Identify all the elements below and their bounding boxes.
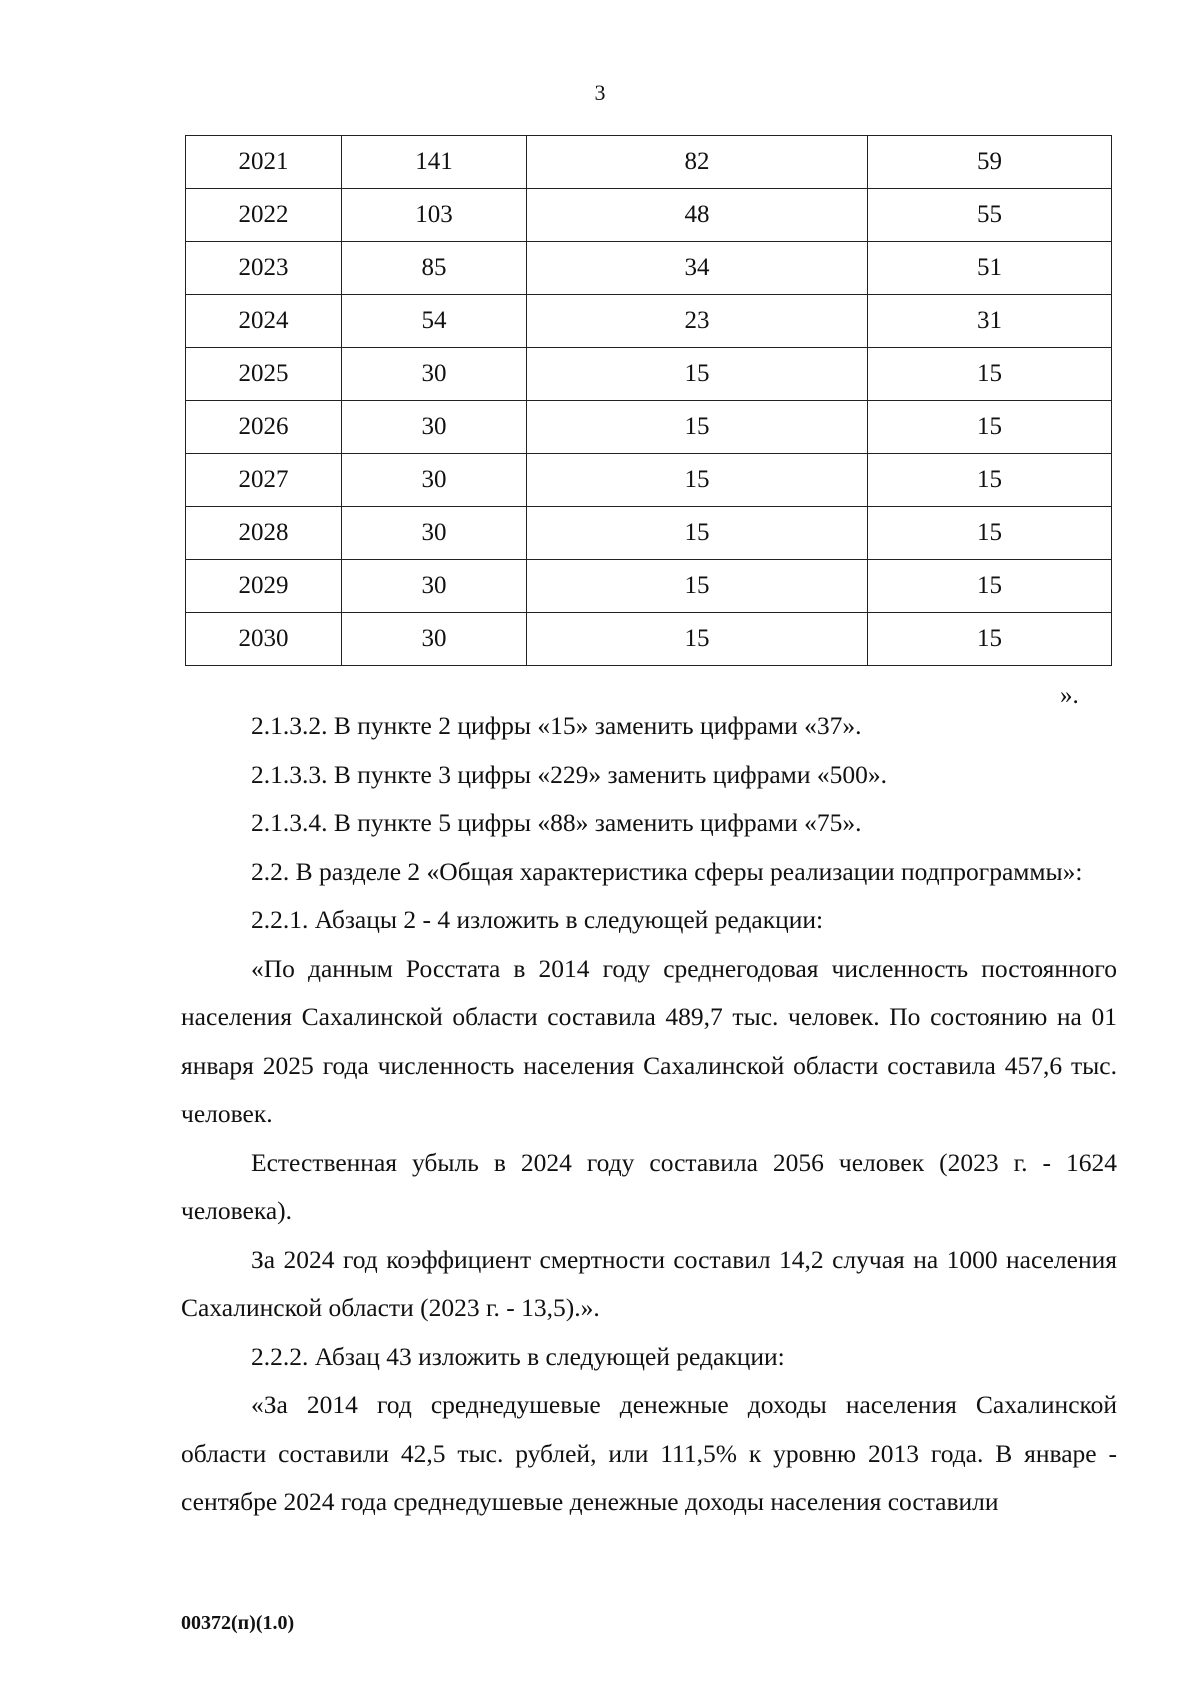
table-cell: 15 bbox=[868, 560, 1112, 613]
table-cell: 2030 bbox=[186, 613, 342, 666]
table-cell: 30 bbox=[342, 401, 527, 454]
paragraph: 2.1.3.2. В пункте 2 цифры «15» заменить цифрами «37». bbox=[251, 711, 862, 740]
row-2023 bbox=[186, 242, 1112, 295]
table-cell: 15 bbox=[868, 348, 1112, 401]
table-cell: 85 bbox=[342, 242, 527, 295]
table-body bbox=[186, 136, 1112, 666]
paragraph: 2.2. В разделе 2 «Общая характеристика сферы реализации подпрограммы»: bbox=[251, 856, 1083, 886]
table-cell: 103 bbox=[342, 189, 527, 242]
table-cell: 15 bbox=[868, 613, 1112, 666]
table-cell: 15 bbox=[868, 454, 1112, 507]
table-cell: 2029 bbox=[186, 560, 342, 613]
paragraph: За 2024 год коэффициент смертности составил 14,2 случая на 1000 населения Сахалинской области (2023 г. - 13,5).». bbox=[181, 1244, 1117, 1322]
paragraph: 2.1.3.3. В пункте 3 цифры «229» заменить цифрами «500». bbox=[251, 759, 887, 789]
table-cell: 59 bbox=[868, 136, 1112, 189]
table-cell: 15 bbox=[868, 401, 1112, 454]
row-2024 bbox=[186, 295, 1112, 348]
table-cell: 15 bbox=[527, 401, 868, 454]
table-cell: 54 bbox=[342, 295, 527, 348]
page-number: 3 bbox=[594, 80, 606, 105]
row-2030 bbox=[186, 613, 1112, 666]
table-cell: 15 bbox=[527, 613, 868, 666]
data-table bbox=[185, 135, 1112, 666]
paragraph: «По данным Росстата в 2014 году среднегодовая численность постоянного населения Сахалинской области составила 489,7 тыс. человек. По состоянию на 01 января 2025 года численность населения Сахалинской области составила 457,6 тыс. человек. bbox=[181, 953, 1117, 1128]
table-cell: 23 bbox=[527, 295, 868, 348]
paragraph: «За 2014 год среднедушевые денежные доходы населения Сахалинской области составили 42,5 тыс. рублей, или 111,5% к уровню 2013 года. В январе - сентябре 2024 года среднедушевые денежные доходы населения составили bbox=[181, 1390, 1117, 1516]
table-cell: 2023 bbox=[186, 242, 342, 295]
row-2022 bbox=[186, 189, 1112, 242]
table-cell: 30 bbox=[342, 348, 527, 401]
table-cell: 15 bbox=[527, 454, 868, 507]
table-cell: 2028 bbox=[186, 507, 342, 560]
table-cell: 30 bbox=[342, 613, 527, 666]
row-2025 bbox=[186, 348, 1112, 401]
table-cell: 2021 bbox=[186, 136, 342, 189]
table-cell: 2025 bbox=[186, 348, 342, 401]
table-cell: 15 bbox=[527, 560, 868, 613]
table-cell: 30 bbox=[342, 560, 527, 613]
document-body-text bbox=[181, 702, 1117, 1527]
table-cell: 15 bbox=[527, 348, 868, 401]
paragraph: 2.2.1. Абзацы 2 - 4 изложить в следующей редакции: bbox=[251, 905, 824, 934]
row-2028 bbox=[186, 507, 1112, 560]
document-code: 00372(п)(1.0) bbox=[181, 1612, 295, 1634]
table-cell: 30 bbox=[342, 507, 527, 560]
table-cell: 34 bbox=[527, 242, 868, 295]
table-cell: 2024 bbox=[186, 295, 342, 348]
table-cell: 82 bbox=[527, 136, 868, 189]
row-2027 bbox=[186, 454, 1112, 507]
table-cell: 31 bbox=[868, 295, 1112, 348]
table-cell: 15 bbox=[527, 507, 868, 560]
table-cell: 55 bbox=[868, 189, 1112, 242]
row-2021 bbox=[186, 136, 1112, 189]
row-2029 bbox=[186, 560, 1112, 613]
paragraph: 2.2.2. Абзац 43 изложить в следующей редакции: bbox=[251, 1341, 785, 1371]
table-cell: 2022 bbox=[186, 189, 342, 242]
table-cell: 2027 bbox=[186, 454, 342, 507]
paragraph: Естественная убыль в 2024 году составила 2056 человек (2023 г. - 1624 человека). bbox=[181, 1147, 1117, 1225]
table-closing-quote: ». bbox=[1060, 682, 1079, 709]
table-cell: 15 bbox=[868, 507, 1112, 560]
paragraph: 2.1.3.4. В пункте 5 цифры «88» заменить цифрами «75». bbox=[251, 808, 862, 837]
table-cell: 30 bbox=[342, 454, 527, 507]
table-cell: 2026 bbox=[186, 401, 342, 454]
table-cell: 141 bbox=[342, 136, 527, 189]
table-cell: 51 bbox=[868, 242, 1112, 295]
table-cell: 48 bbox=[527, 189, 868, 242]
row-2026 bbox=[186, 401, 1112, 454]
